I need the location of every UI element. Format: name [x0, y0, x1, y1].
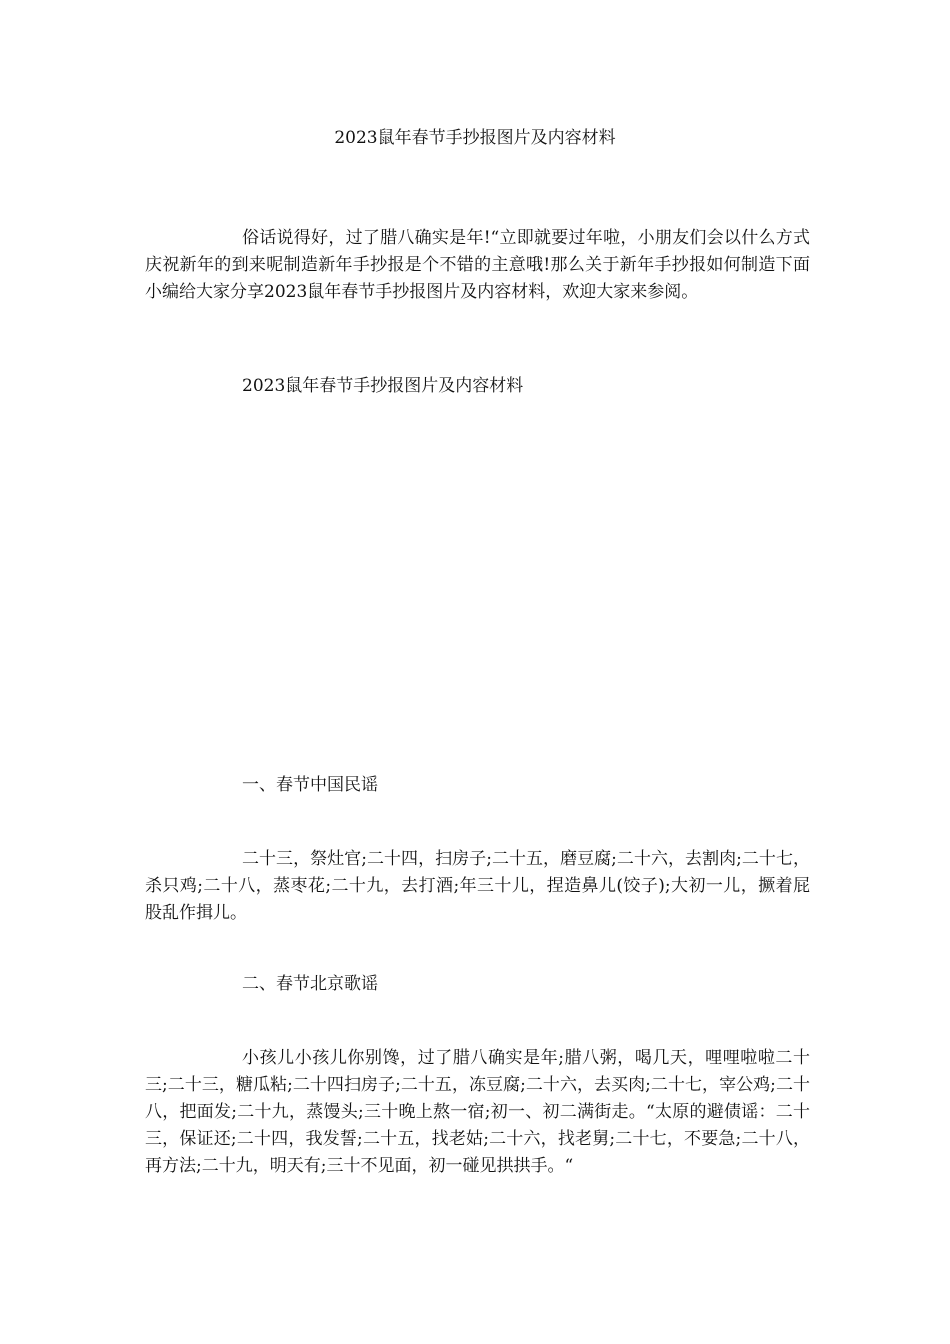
document-title: 2023鼠年春节手抄报图片及内容材料	[334, 128, 616, 148]
section-body-2: 小孩儿小孩儿你别馋，过了腊八确实是年;腊八粥，喝几天，哩哩啦啦二十三;二十三，糖瓜粘;二十四扫房子;二十五，冻豆腐;二十六，去买肉;二十七，宰公鸡;二十八，把面发;二十九，蒸馒头;三十晚上熬一宿;初一、初二满街走。“太原的避债谣：二十三，保证还;二十四，我发誓;二十五，找老姑;二十六，找老舅;二十七，不要急;二十八，再方法;二十九，明天有;三十不见面，初一碰见拱拱手。“	[145, 1048, 810, 1176]
section-body-1: 二十三，祭灶官;二十四，扫房子;二十五，磨豆腐;二十六，去割肉;二十七，杀只鸡;二十八，蒸枣花;二十九，去打酒;年三十儿，捏造鼻儿(饺子);大初一儿，撅着屁股乱作揖儿。	[145, 849, 810, 923]
intro-paragraph: 俗话说得好，过了腊八确实是年!“立即就要过年啦，小朋友们会以什么方式庆祝新年的到来呢制造新年手抄报是个不错的主意哦!那么关于新年手抄报如何制造下面小编给大家分享2023鼠年春节手抄报图片及内容材料，欢迎大家来参阅。	[145, 228, 810, 302]
image-area	[145, 410, 810, 750]
subtitle: 2023鼠年春节手抄报图片及内容材料	[242, 376, 524, 396]
section-heading-1: 一、春节中国民谣	[242, 775, 378, 795]
section-heading-2: 二、春节北京歌谣	[242, 974, 378, 994]
